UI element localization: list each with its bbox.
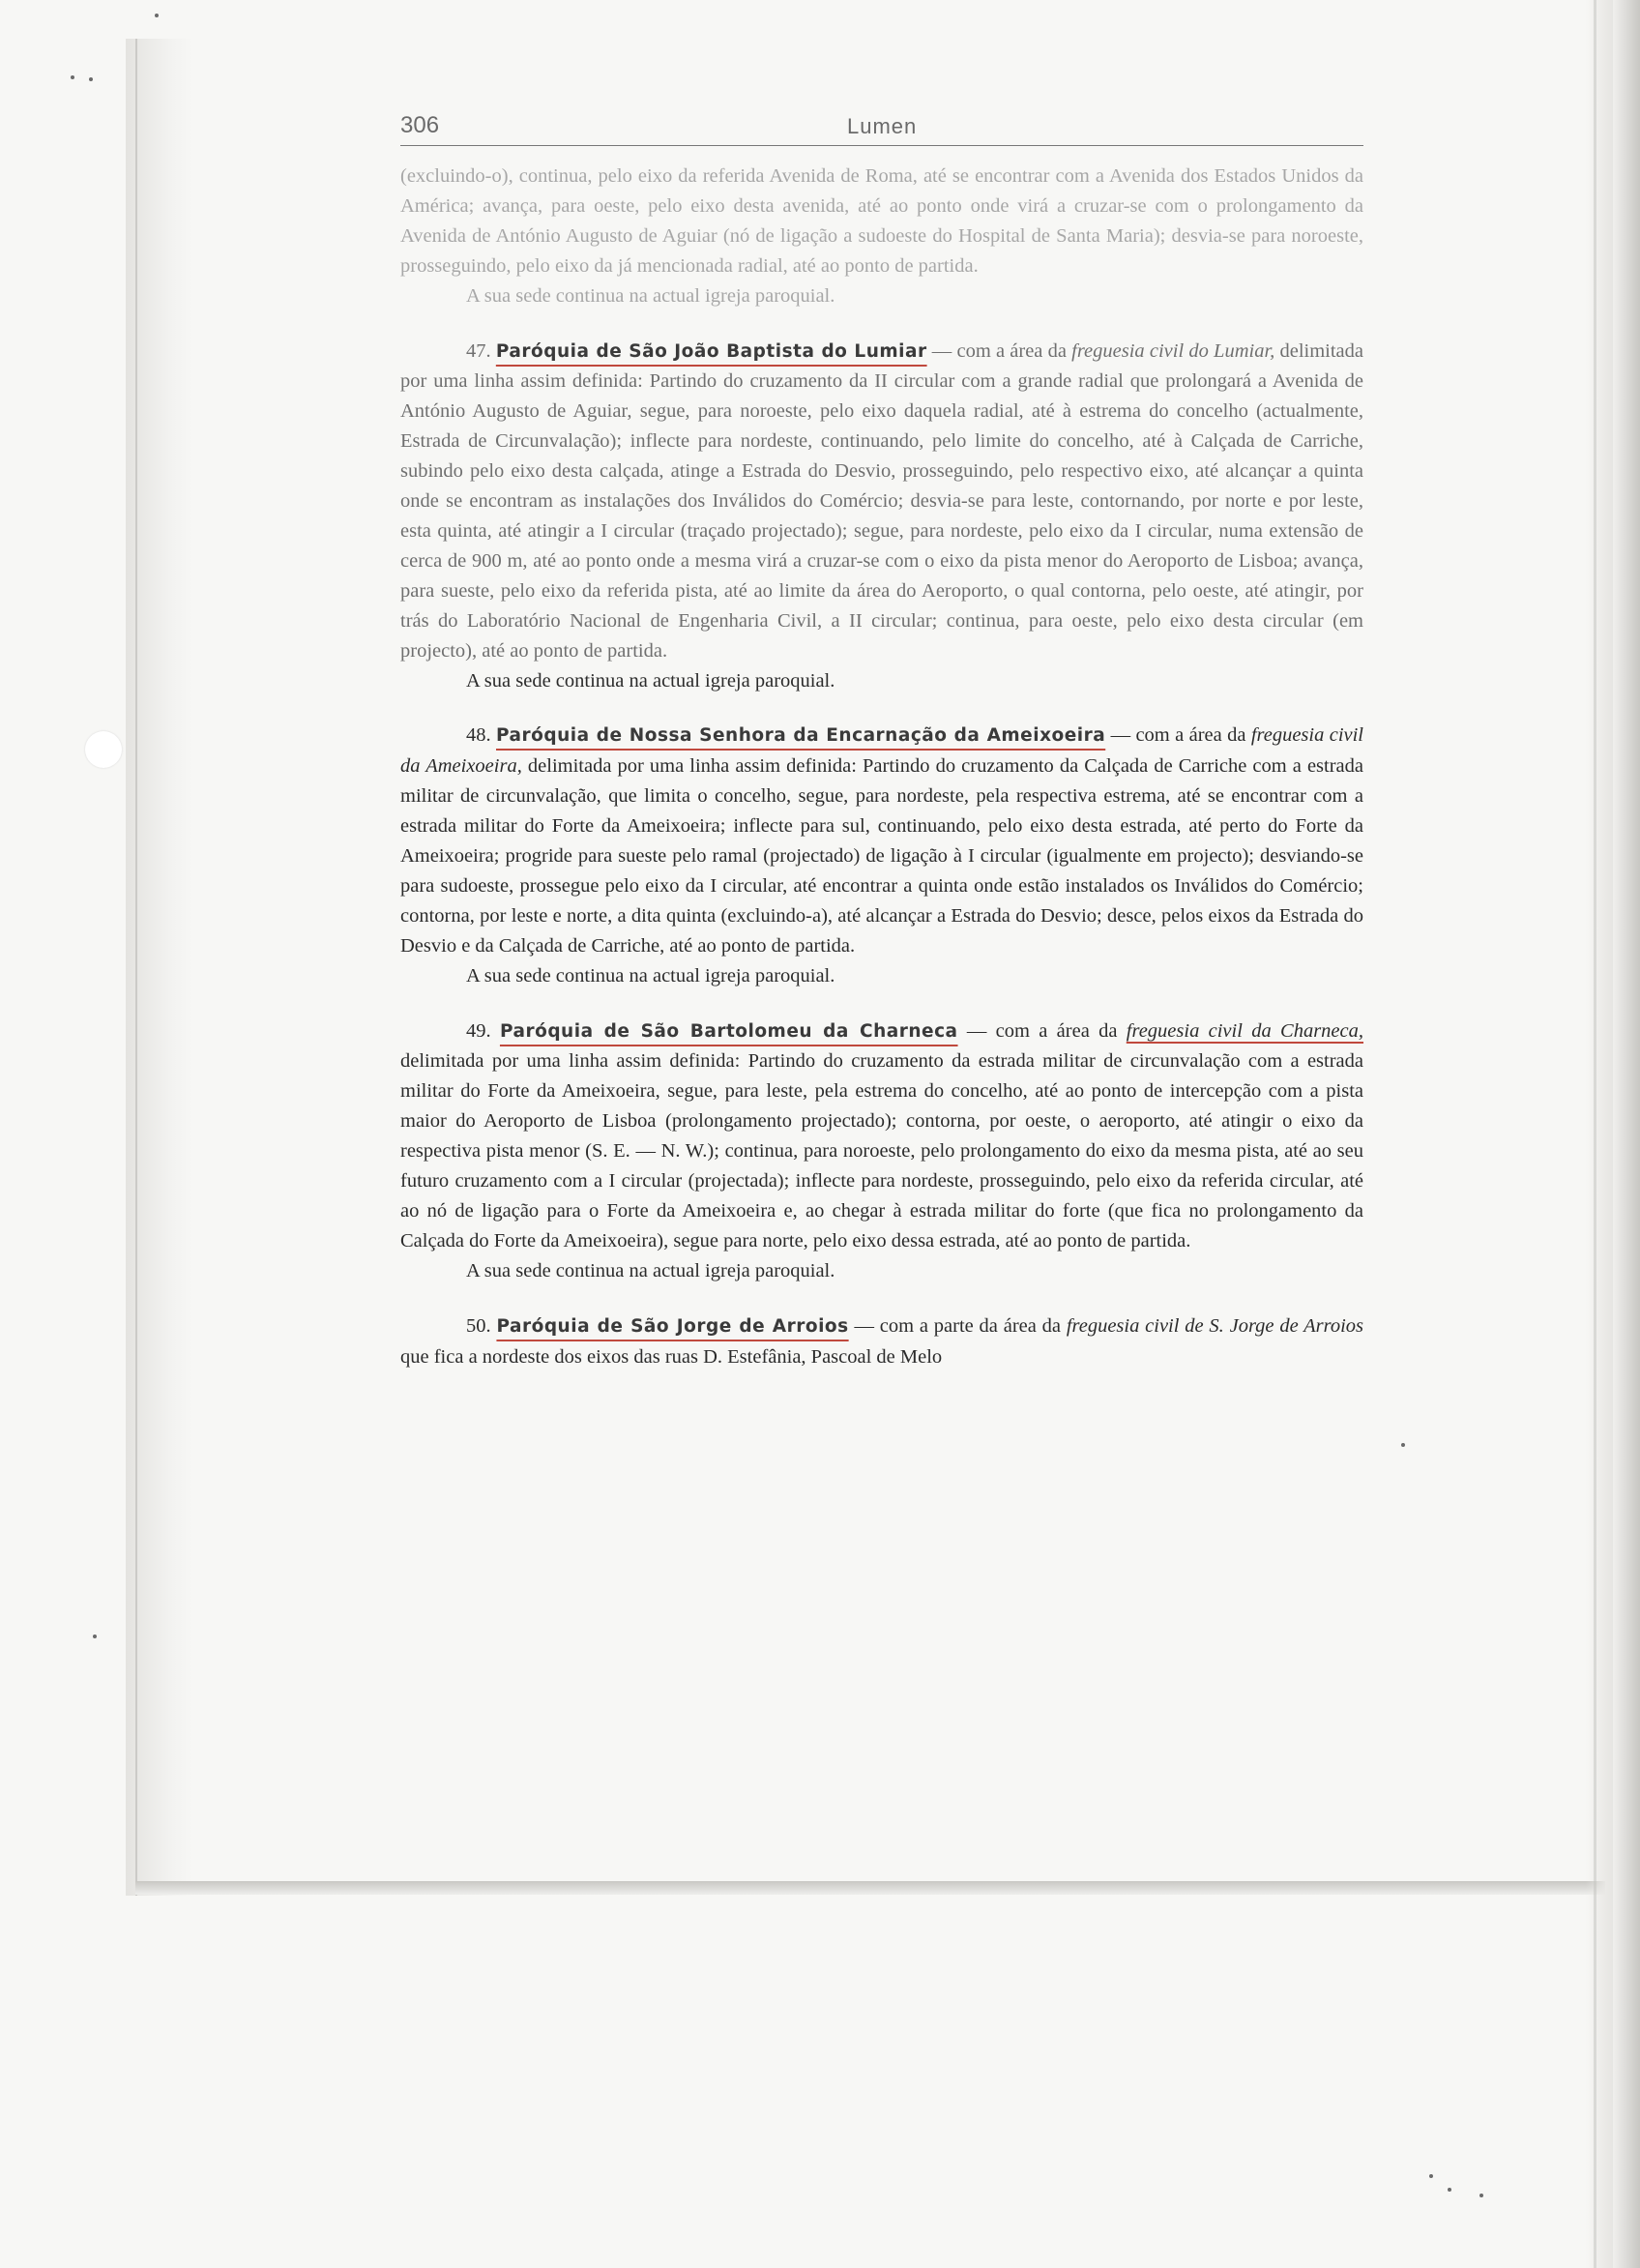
- book-page: [400, 106, 1363, 1372]
- entry-civil-parish: freguesia civil de S. Jorge de Arroios: [1066, 1314, 1364, 1337]
- scan-shadow-left: [126, 39, 193, 1896]
- entry-48: [400, 721, 1363, 960]
- entry-number: 47.: [466, 339, 491, 362]
- entry-text: delimitada por uma linha assim definida: Partindo do cruzamento da estrada militar de circunvalação com a estrada militar do Forte da Ameixoeira, segue, para leste, pela estrema do concelho, até ao ponto de intercepção com a pista maior do Aeroporto de Lisboa (prolongamento projectado); contorna, por oeste, o aeroporto, até atingir o eixo da respectiva pista menor (S. E. — N. W.); continua, para noroeste, pelo prolongamento do eixo da mesma pista, até ao seu futuro cruzamento com a I circular (projectada); inflecte para nordeste, prosseguindo, pelo eixo da referida circular, até ao nó de ligação para o Forte da Ameixoeira e, ao chegar à estrada militar do forte (que fica no prolongamento da Calçada do Forte da Ameixoeira), segue para norte, pelo eixo dessa estrada, até ao ponto de partida.: [400, 1050, 1363, 1252]
- intro-paragraph: (excluindo-o), continua, pelo eixo da referida Avenida de Roma, até se encontrar com a Avenida dos Estados Unidos da América; avança, para oeste, pelo eixo desta avenida, até ao ponto onde virá a cruzar-se com o prolongamento da Avenida de António Augusto de Aguiar (nó de ligação a sudoeste do Hospital de Santa Maria); desvia-se para noroeste, prosseguindo, pelo eixo da já mencionada radial, até ao ponto de partida.: [400, 165, 1363, 277]
- entry-title: Paróquia de São João Baptista do Lumiar: [495, 340, 927, 362]
- entry-number: 48.: [466, 724, 491, 747]
- running-title: Lumen: [847, 114, 918, 138]
- entry-text: que fica a nordeste dos eixos das ruas D. Estefânia, Pascoal de Melo: [400, 1345, 943, 1368]
- entry-50: [400, 1311, 1363, 1372]
- entry-47-sede: A sua sede continua na actual igreja paroquial.: [466, 669, 835, 692]
- entry-title: Paróquia de Nossa Senhora da Encarnação da Ameixoeira: [496, 725, 1106, 747]
- entry-title: Paróquia de São Bartolomeu da Charneca: [499, 1020, 958, 1042]
- dust-speck: [1429, 2174, 1433, 2178]
- punch-hole: [85, 731, 122, 768]
- entry-48-sede: A sua sede continua na actual igreja paroquial.: [466, 964, 835, 987]
- entry-text: delimitada por uma linha assim definida: Partindo do cruzamento da II circular com a grande radial que prolongará a Avenida de António Augusto de Aguiar, segue, para noroeste, pelo eixo daquela radial, até à estrema do concelho (actualmente, Estrada de Circunvalação); inflecte para nordeste, continuando, pelo limite do concelho, até à Calçada de Carriche, subindo pelo eixo desta calçada, atinge a Estrada do Desvio, prosseguindo, pelo respectivo eixo, até alcançar a quinta onde se encontram as instalações dos Inválidos do Comércio; desvia-se para leste, contornando, por norte e por leste, esta quinta, até atingir a I circular (traçado projectado); segue, para nordeste, pelo eixo da I circular, numa extensão de cerca de 900 m, até ao ponto onde a mesma virá a cruzar-se com o eixo da pista menor do Aeroporto de Lisboa; avança, para sueste, pelo eixo da referida pista, até ao limite da área do Aeroporto, o qual contorna, pelo oeste, até atingir, por trás do Laboratório Nacional de Engenharia Civil, a II circular; continua, para oeste, pelo eixo desta circular (em projecto), até ao ponto de partida.: [400, 339, 1364, 662]
- entry-lead: — com a área da: [957, 1019, 1127, 1042]
- dust-speck: [1479, 2194, 1483, 2197]
- entry-civil-parish: freguesia civil da Ameixoeira,: [400, 724, 1364, 778]
- scan-edge-bar: [1613, 0, 1640, 2268]
- dust-speck: [89, 77, 93, 81]
- entry-number: 50.: [466, 1314, 491, 1337]
- dust-speck: [93, 1635, 97, 1638]
- dust-speck: [1401, 1443, 1405, 1447]
- entry-civil-parish: freguesia civil da Charneca,: [1126, 1019, 1364, 1042]
- entry-text: delimitada por uma linha assim definida: Partindo do cruzamento da Calçada de Carriche com a estrada militar de circunvalação, que limita o concelho, segue, para nordeste, pela respectiva estrema, até se encontrar com a estrada militar do Forte da Ameixoeira; inflecte para sul, continuando, pelo eixo desta estrada, até perto do Forte da Ameixoeira; progride para sueste pelo ramal (projectado) de ligação à I circular (igualmente em projecto); desviando-se para sudoeste, prossegue pelo eixo da I circular, até encontrar a quinta onde estão instalados os Inválidos do Comércio; contorna, por leste e norte, a dita quinta (excluindo-a), até alcançar a Estrada do Desvio; desce, pelos eixos da Estrada do Desvio e da Calçada de Carriche, até ao ponto de partida.: [400, 755, 1363, 957]
- page-number: 306: [400, 112, 440, 138]
- entry-lead: — com a área da: [926, 339, 1072, 362]
- dust-speck: [71, 75, 74, 79]
- entry-47: [400, 337, 1363, 666]
- entry-civil-parish: freguesia civil do Lumiar,: [1071, 339, 1275, 362]
- entry-number: 49.: [466, 1019, 491, 1042]
- page-body: [400, 162, 1363, 1372]
- intro-sede-line: A sua sede continua na actual igreja paroquial.: [466, 284, 835, 307]
- entry-49: [400, 1016, 1363, 1256]
- dust-speck: [1448, 2188, 1451, 2192]
- dust-speck: [155, 14, 159, 17]
- entry-49-sede: A sua sede continua na actual igreja paroquial.: [466, 1259, 835, 1281]
- entry-lead: — com a parte da área da: [848, 1314, 1067, 1337]
- running-head: [400, 106, 1363, 146]
- scan-shadow-bottom: [135, 1881, 1605, 1895]
- entry-title: Paróquia de São Jorge de Arroios: [496, 1315, 849, 1337]
- entry-lead: — com a área da: [1105, 724, 1251, 747]
